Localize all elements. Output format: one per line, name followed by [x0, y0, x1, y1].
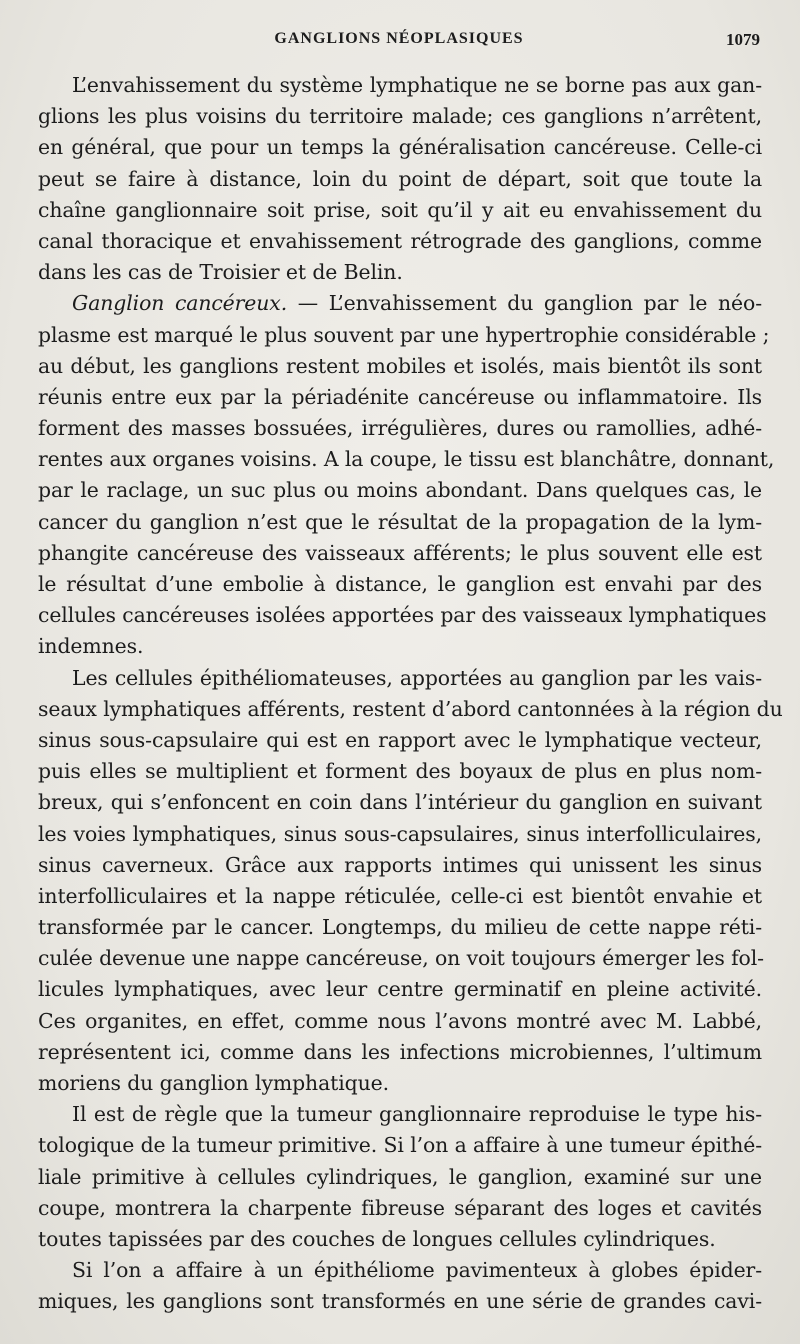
line-text: Si l’on a affaire à un épithéliome pavimenteux à globes épider-	[72, 1258, 762, 1283]
text-line	[38, 320, 770, 351]
line-text: dans les cas de Troisier et de Belin.	[38, 260, 403, 285]
line-text: toutes tapissées par des couches de longues cellules cylindriques.	[38, 1226, 716, 1251]
line-text: cellules cancéreuses isolées apportées par des vaisseaux lymphatiques	[38, 603, 767, 628]
line-text: licules lymphatiques, avec leur centre germinatif en pleine activité.	[38, 977, 762, 1002]
line-text: puis elles se multiplient et forment des boyaux de plus en plus nom-	[38, 759, 762, 784]
line-text: cancer du ganglion n’est que le résultat de la propagation de la lym-	[38, 509, 762, 534]
text-line	[38, 1193, 762, 1224]
paragraph	[38, 288, 775, 662]
text-line	[38, 1255, 762, 1286]
text-line	[38, 1006, 762, 1037]
text-line	[38, 600, 767, 631]
line-text: Ces organites, en effet, comme nous l’avons montré avec M. Labbé,	[38, 1008, 762, 1033]
line-text: peut se faire à distance, loin du point de départ, soit que toute la	[38, 166, 762, 191]
text-line	[38, 1130, 762, 1161]
text-line	[38, 195, 762, 226]
line-text: rentes aux organes voisins. A la coupe, le tissu est blanchâtre, donnant,	[38, 447, 775, 472]
line-text: phangite cancéreuse des vaisseaux afférents; le plus souvent elle est	[38, 540, 762, 565]
text-line	[38, 382, 762, 413]
text-line	[38, 444, 775, 475]
line-text: glions les plus voisins du territoire malade; ces ganglions n’arrêtent,	[38, 104, 762, 129]
line-text: tologique de la tumeur primitive. Si l’on a affaire à une tumeur épithé-	[38, 1133, 762, 1158]
body-text	[38, 70, 783, 1318]
text-line	[38, 70, 762, 101]
line-text: transformée par le cancer. Longtemps, du milieu de cette nappe réti-	[38, 915, 762, 940]
text-line	[38, 631, 762, 662]
line-text: coupe, montrera la charpente fibreuse séparant des loges et cavités	[38, 1195, 762, 1220]
line-text: miques, les ganglions sont transformés en une série de grandes cavi-	[38, 1289, 762, 1314]
text-line	[38, 132, 762, 163]
line-text: seaux lymphatiques afférents, restent d’abord cantonnées à la région du	[38, 696, 783, 721]
line-text: sinus sous-capsulaire qui est en rapport avec le lymphatique vecteur,	[38, 727, 762, 752]
line-text: culée devenue une nappe cancéreuse, on voit toujours émerger les fol-	[38, 946, 764, 971]
line-text: Les cellules épithéliomateuses, apportées au ganglion par les vais-	[72, 665, 762, 690]
line-text: liale primitive à cellules cylindriques, le ganglion, examiné sur une	[38, 1164, 762, 1189]
section-lead: Ganglion cancéreux.	[72, 291, 288, 316]
text-line	[38, 787, 762, 818]
text-line	[38, 538, 762, 569]
text-line	[38, 725, 762, 756]
text-line	[38, 101, 762, 132]
paragraph	[38, 1255, 762, 1317]
text-line	[38, 475, 762, 506]
line-text: au début, les ganglions restent mobiles et isolés, mais bientôt ils sont	[38, 353, 762, 378]
line-text: représentent ici, comme dans les infections microbiennes, l’ultimum	[38, 1039, 762, 1064]
line-text: breux, qui s’enfoncent en coin dans l’intérieur du ganglion en suivant	[38, 790, 762, 815]
text-line	[38, 1286, 762, 1317]
text-line	[38, 694, 783, 725]
text-line	[38, 912, 762, 943]
text-line	[38, 1068, 762, 1099]
text-line	[38, 850, 762, 881]
line-text: interfolliculaires et la nappe réticulée, celle-ci est bientôt envahie et	[38, 883, 762, 908]
line-text: plasme est marqué le plus souvent par une hypertrophie considérable ;	[38, 322, 770, 347]
paragraph	[38, 70, 762, 288]
text-line	[38, 819, 762, 850]
line-text: canal thoracique et envahissement rétrograde des ganglions, comme	[38, 228, 762, 253]
text-line	[38, 507, 762, 538]
text-line	[38, 881, 762, 912]
text-line	[38, 943, 762, 974]
line-text: sinus caverneux. Grâce aux rapports intimes qui unissent les sinus	[38, 852, 762, 877]
text-line	[38, 1162, 762, 1193]
line-text: — L’envahissement du ganglion par le néo-	[287, 291, 762, 316]
line-text: Il est de règle que la tumeur ganglionnaire reproduise le type his-	[72, 1102, 762, 1127]
text-line	[38, 288, 762, 319]
text-line	[38, 974, 762, 1005]
line-text: chaîne ganglionnaire soit prise, soit qu’il y ait eu envahissement du	[38, 197, 762, 222]
text-line	[38, 756, 762, 787]
text-line	[38, 257, 762, 288]
line-text: L’envahissement du système lymphatique ne se borne pas aux gan-	[72, 73, 762, 97]
paragraph	[38, 663, 783, 1100]
running-head	[38, 30, 760, 54]
line-text: en général, que pour un temps la généralisation cancéreuse. Celle-ci	[38, 135, 762, 160]
page-number: 1079	[726, 30, 760, 49]
text-line	[38, 413, 762, 444]
line-text: moriens du ganglion lymphatique.	[38, 1071, 389, 1095]
text-line	[38, 663, 762, 694]
text-line	[38, 569, 762, 600]
line-text: réunis entre eux par la périadénite cancéreuse ou inflammatoire. Ils	[38, 384, 762, 409]
line-text: le résultat d’une embolie à distance, le ganglion est envahi par des	[38, 572, 762, 596]
text-line	[38, 351, 762, 382]
text-line	[38, 1224, 762, 1255]
paragraph	[38, 1099, 762, 1255]
text-line	[38, 164, 762, 195]
line-text: indemnes.	[38, 634, 144, 659]
text-line	[38, 226, 762, 257]
text-line	[38, 1099, 762, 1130]
line-text: par le raclage, un suc plus ou moins abondant. Dans quelques cas, le	[38, 478, 762, 503]
line-text: forment des masses bossuées, irrégulières, dures ou ramollies, adhé-	[38, 416, 762, 441]
running-title: GANGLIONS NÉOPLASIQUES	[274, 30, 524, 47]
text-line	[38, 1037, 762, 1068]
line-text: les voies lymphatiques, sinus sous-capsulaires, sinus interfolliculaires,	[38, 821, 762, 846]
